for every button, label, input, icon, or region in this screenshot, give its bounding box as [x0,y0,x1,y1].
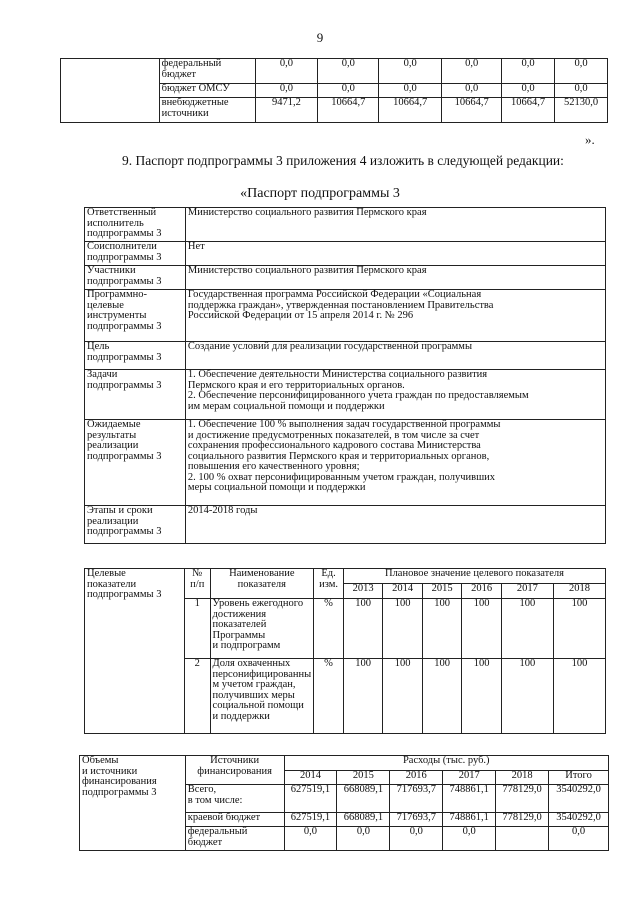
value-cell: 100 [343,659,382,734]
year-header: 2017 [443,771,496,785]
passport-label: Задачи подпрограммы 3 [85,370,186,420]
table-row [85,506,606,544]
passport-label: Цель подпрограммы 3 [85,342,186,370]
table-row [80,756,609,771]
value-cell: 778129,0 [496,813,549,827]
passport-label: Участники подпрограммы 3 [85,266,186,290]
source-label: Всего, в том числе: [185,785,284,813]
value-cell: 0,0 [390,827,443,851]
value-cell: 0,0 [442,84,502,98]
table-row [85,370,606,420]
closing-quote: ». [585,132,595,147]
value-cell: 10664,7 [502,98,555,123]
table-row [85,290,606,342]
value-cell: 3540292,0 [549,785,609,813]
value-cell: 0,0 [379,59,442,84]
value-cell: 10664,7 [442,98,502,123]
value-cell: 748861,1 [443,785,496,813]
table-row [85,420,606,506]
col-name-header: Наименование показателя [210,569,314,599]
value-cell: 0,0 [502,59,555,84]
table-row [85,342,606,370]
unit-cell: % [314,599,344,659]
value-cell: 0,0 [443,827,496,851]
table-row [61,59,608,84]
passport-value: Министерство социального развития Пермского края [185,208,605,242]
value-cell: 668089,1 [337,785,390,813]
value-cell: 0,0 [549,827,609,851]
indicator-name: Доля охваченных персонифицированны м учетом граждан, получивших меры социальной помощи и поддержки [210,659,314,734]
value-cell: 748861,1 [443,813,496,827]
table-row [85,208,606,242]
value-cell: 0,0 [379,84,442,98]
year-header: 2018 [553,584,605,599]
indicator-name: Уровень ежегодного достижения показателей Программы и подпрограмм [210,599,314,659]
value-cell: 0,0 [502,84,555,98]
passport-label: Этапы и сроки реализации подпрограммы 3 [85,506,186,544]
value-cell: 100 [383,659,422,734]
passport-label: Ответственный исполнитель подпрограммы 3 [85,208,186,242]
value-cell: 100 [462,659,501,734]
table-row [85,242,606,266]
value-cell: 717693,7 [390,785,443,813]
value-cell: 0,0 [318,59,379,84]
value-cell: 627519,1 [284,813,337,827]
year-header: 2015 [422,584,461,599]
source-label: бюджет ОМСУ [159,84,255,98]
source-label: внебюджетные источники [159,98,255,123]
value-cell: 9471,2 [255,98,318,123]
value-cell: 100 [553,599,605,659]
passport-value: 1. Обеспечение деятельности Министерства социального развития Пермского края и его территориальных органов. 2. Обеспечение персонифицированного учета граждан по предоставляемым им мерам социальной помощи и поддержки [185,370,605,420]
value-cell: 0,0 [284,827,337,851]
passport-label: Соисполнители подпрограммы 3 [85,242,186,266]
value-cell: 0,0 [555,84,608,98]
value-cell: 0,0 [442,59,502,84]
page-number: 9 [316,30,324,45]
source-label: федеральный бюджет [185,827,284,851]
value-cell: 0,0 [318,84,379,98]
year-header: 2013 [343,584,382,599]
value-cell: 668089,1 [337,813,390,827]
value-cell: 52130,0 [555,98,608,123]
value-cell: 627519,1 [284,785,337,813]
year-header: 2016 [390,771,443,785]
value-cell [496,827,549,851]
year-header: 2015 [337,771,390,785]
year-header: 2016 [462,584,501,599]
year-header: 2018 [496,771,549,785]
value-cell: 0,0 [255,59,318,84]
value-cell: 100 [343,599,382,659]
passport-value: Создание условий для реализации государственной программы [185,342,605,370]
value-cell: 0,0 [555,59,608,84]
source-label: федеральный бюджет [159,59,255,84]
passport-title: «Паспорт подпрограммы 3 [240,186,400,201]
col-plan-header: Плановое значение целевого показателя [343,569,605,584]
value-cell: 100 [422,659,461,734]
value-cell: 717693,7 [390,813,443,827]
amendment-paragraph: 9. Паспорт подпрограммы 3 приложения 4 изложить в следующей редакции: [122,153,564,168]
passport-value: Министерство социального развития Пермского края [185,266,605,290]
value-cell: 100 [462,599,501,659]
col-expenses-header: Расходы (тыс. руб.) [284,756,608,771]
value-cell: 778129,0 [496,785,549,813]
value-cell: 100 [553,659,605,734]
value-cell: 100 [501,599,553,659]
value-cell: 0,0 [337,827,390,851]
value-cell: 100 [422,599,461,659]
target-indicators-table [84,568,606,734]
table-row [85,266,606,290]
value-cell: 100 [501,659,553,734]
passport-value: Государственная программа Российской Федерации «Социальная поддержка граждан», утвержденная постановлением Правительства Российской Федерации от 15 апреля 2014 г. № 296 [185,290,605,342]
col-num-header: № п/п [184,569,210,599]
passport-label: Ожидаемые результаты реализации подпрограммы 3 [85,420,186,506]
value-cell: 0,0 [255,84,318,98]
value-cell: 10664,7 [379,98,442,123]
year-header: 2014 [284,771,337,785]
col-unit-header: Ед. изм. [314,569,344,599]
year-header: 2014 [383,584,422,599]
value-cell: 3540292,0 [549,813,609,827]
value-cell: 10664,7 [318,98,379,123]
year-header: Итого [549,771,609,785]
table-row [85,569,606,584]
targets-label: Целевые показатели подпрограммы 3 [85,569,185,734]
row-num: 2 [184,659,210,734]
financing-table [79,755,609,851]
unit-cell: % [314,659,344,734]
passport-label: Программно- целевые инструменты подпрограммы 3 [85,290,186,342]
source-label: краевой бюджет [185,813,284,827]
passport-value: 2014-2018 годы [185,506,605,544]
passport-value: 1. Обеспечение 100 % выполнения задач государственной программы и достижение предусмотренных показателей, в том числе за счет сохранения профессионального кадрового состава Министерства социального развития Пермского края и территориальных органов, повышения его качественного уровня; 2. 100 % охват персонифицированным учетом граждан, получивших меры социальной помощи и поддержки [185,420,605,506]
col-source-header: Источники финансирования [185,756,284,785]
finance-label: Объемы и источники финансирования подпрограммы 3 [80,756,186,851]
row-num: 1 [184,599,210,659]
passport-table [84,207,606,544]
funding-continuation-table [60,58,608,123]
passport-value: Нет [185,242,605,266]
year-header: 2017 [501,584,553,599]
value-cell: 100 [383,599,422,659]
